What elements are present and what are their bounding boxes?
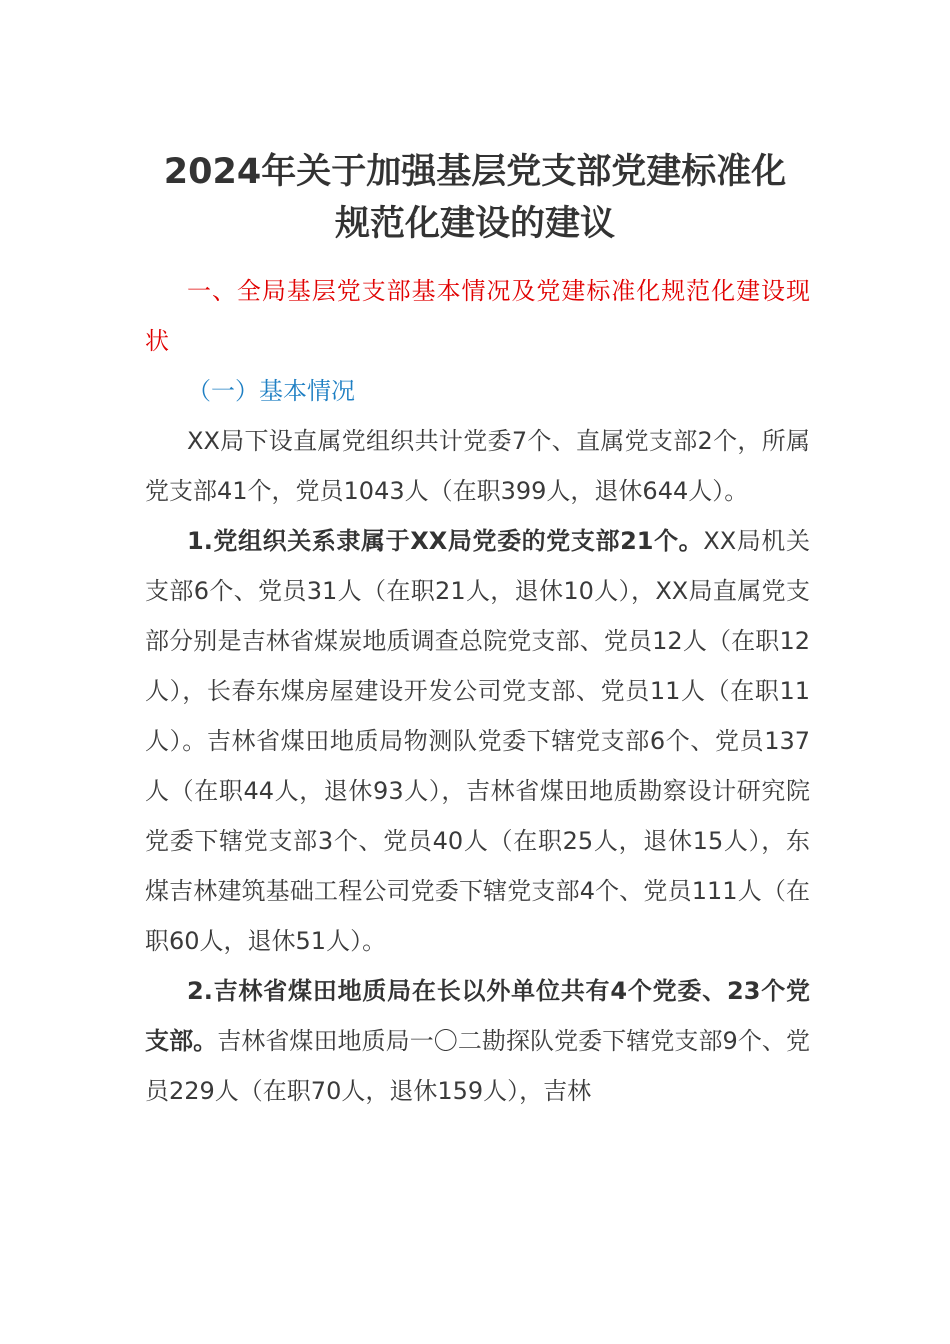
item-1-lead: 1.党组织关系隶属于XX局党委的党支部21个。	[187, 527, 704, 555]
document-title	[145, 146, 805, 250]
subsection-heading-basic-info: （一）基本情况	[187, 377, 355, 405]
section-heading-1: 一、全局基层党支部基本情况及党建标准化规范化建设现状	[145, 277, 810, 355]
item-2-lead: 2.吉林省煤田地质局在长以外单位共有4个党委、23个党支部。	[145, 977, 810, 1055]
item-1-text: XX局机关支部6个、党员31人（在职21人，退休10人），XX局直属党支部分别是吉林省煤炭地质调查总院党支部、党员12人（在职12人），长春东煤房屋建设开发公司党支部、党员11人（在职11人）。吉林省煤田地质局物测队党委下辖党支部6个、党员137人（在职44人，退休93人），吉林省煤田地质勘察设计研究院党委下辖党支部3个、党员40人（在职25人，退休15人），东煤吉林建筑基础工程公司党委下辖党支部4个、党员111人（在职60人，退休51人）。	[145, 527, 810, 955]
paragraph-overview: XX局下设直属党组织共计党委7个、直属党支部2个，所属党支部41个，党员1043人（在职399人，退休644人）。	[145, 427, 810, 505]
paragraph-item-2	[145, 966, 810, 1116]
paragraph-item-1	[145, 516, 810, 966]
document-body	[145, 266, 810, 1116]
title-line-2: 规范化建设的建议	[334, 204, 615, 244]
item-2-text: 吉林省煤田地质局一〇二勘探队党委下辖党支部9个、党员229人（在职70人，退休159人），吉林	[145, 1027, 810, 1105]
title-line-1: 2024年关于加强基层党支部党建标准化	[163, 152, 787, 192]
